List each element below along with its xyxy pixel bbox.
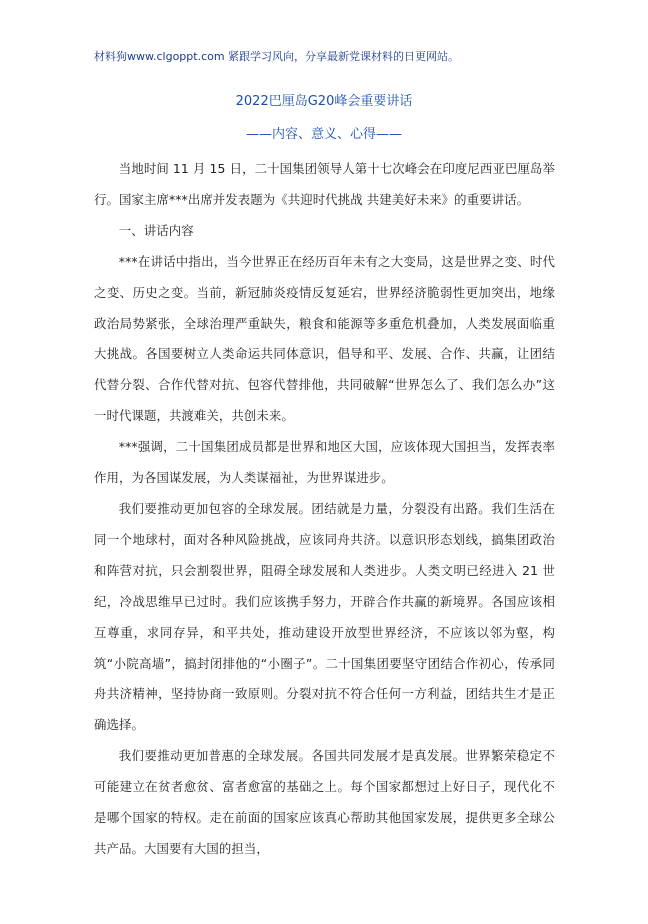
site-name: 材料狗 [94, 50, 127, 63]
paragraph: 我们要推动更加包容的全球发展。团结就是力量，分裂没有出路。我们生活在同一个地球村，面对各种风险挑战，应该同舟共济。以意识形态划线，搞集团政治和阵营对抗，只会割裂世界，阻碍全球发展和人类进步。人类文明已经进入 21 世纪，冷战思维早已过时。我们应该携手努力，开辟合作共赢的新境界。各国应该相互尊重，求同存异，和平共处，推动建设开放型世界经济，不应该以邻为壑，构筑“小院高墙”，搞封闭排他的“小圈子”。二十国集团要坚守团结合作初心，传承同舟共济精神，坚持协商一致原则。分裂对抗不符合任何一方利益，团结共生才是正确选择。 [94, 500, 555, 733]
paragraph: ***在讲话中指出，当今世界正在经历百年未有之大变局，这是世界之变、时代之变、历史之变。当前，新冠肺炎疫情反复延宕，世界经济脆弱性更加突出，地缘政治局势紧张，全球治理严重缺失，粮食和能源等多重危机叠加，人类发展面临重大挑战。各国要树立人类命运共同体意识，倡导和平、发展、合作、共赢，让团结代替分裂、合作代替对抗、包容代替排他，共同破解“世界怎么了、我们怎么办”这一时代课题，共渡难关，共创未来。 [94, 253, 555, 424]
paragraph: ***强调，二十国集团成员都是世界和地区大国，应该体现大国担当，发挥表率作用，为各国谋发展，为人类谋福祉，为世界谋进步。 [94, 439, 555, 486]
section-heading: 一、讲话内容 [118, 222, 194, 238]
site-header [94, 48, 459, 64]
document-body [94, 154, 555, 865]
paragraph-intro: 当地时间 11 月 15 日，二十国集团领导人第十七次峰会在印度尼西亚巴厘岛举行。国家主席***出席并发表题为《共迎时代挑战 共建美好未来》的重要讲话。 [94, 161, 555, 207]
document-subtitle: ——内容、意义、心得—— [245, 127, 402, 142]
paragraph: 我们要推动更加普惠的全球发展。各国共同发展才是真发展。世界繁荣稳定不可能建立在贫者愈贫、富者愈富的基础之上。每个国家都想过上好日子，现代化不是哪个国家的特权。走在前面的国家应该真心帮助其他国家发展，提供更多全球公共产品。大国要有大国的担当， [94, 748, 555, 856]
document-title: 2022巴厘岛G20峰会重要讲话 [235, 94, 413, 109]
site-tagline: 紧跟学习风向，分享最新党课材料的日更网站。 [228, 50, 460, 63]
site-link[interactable]: www.clgoppt.com [127, 50, 225, 63]
